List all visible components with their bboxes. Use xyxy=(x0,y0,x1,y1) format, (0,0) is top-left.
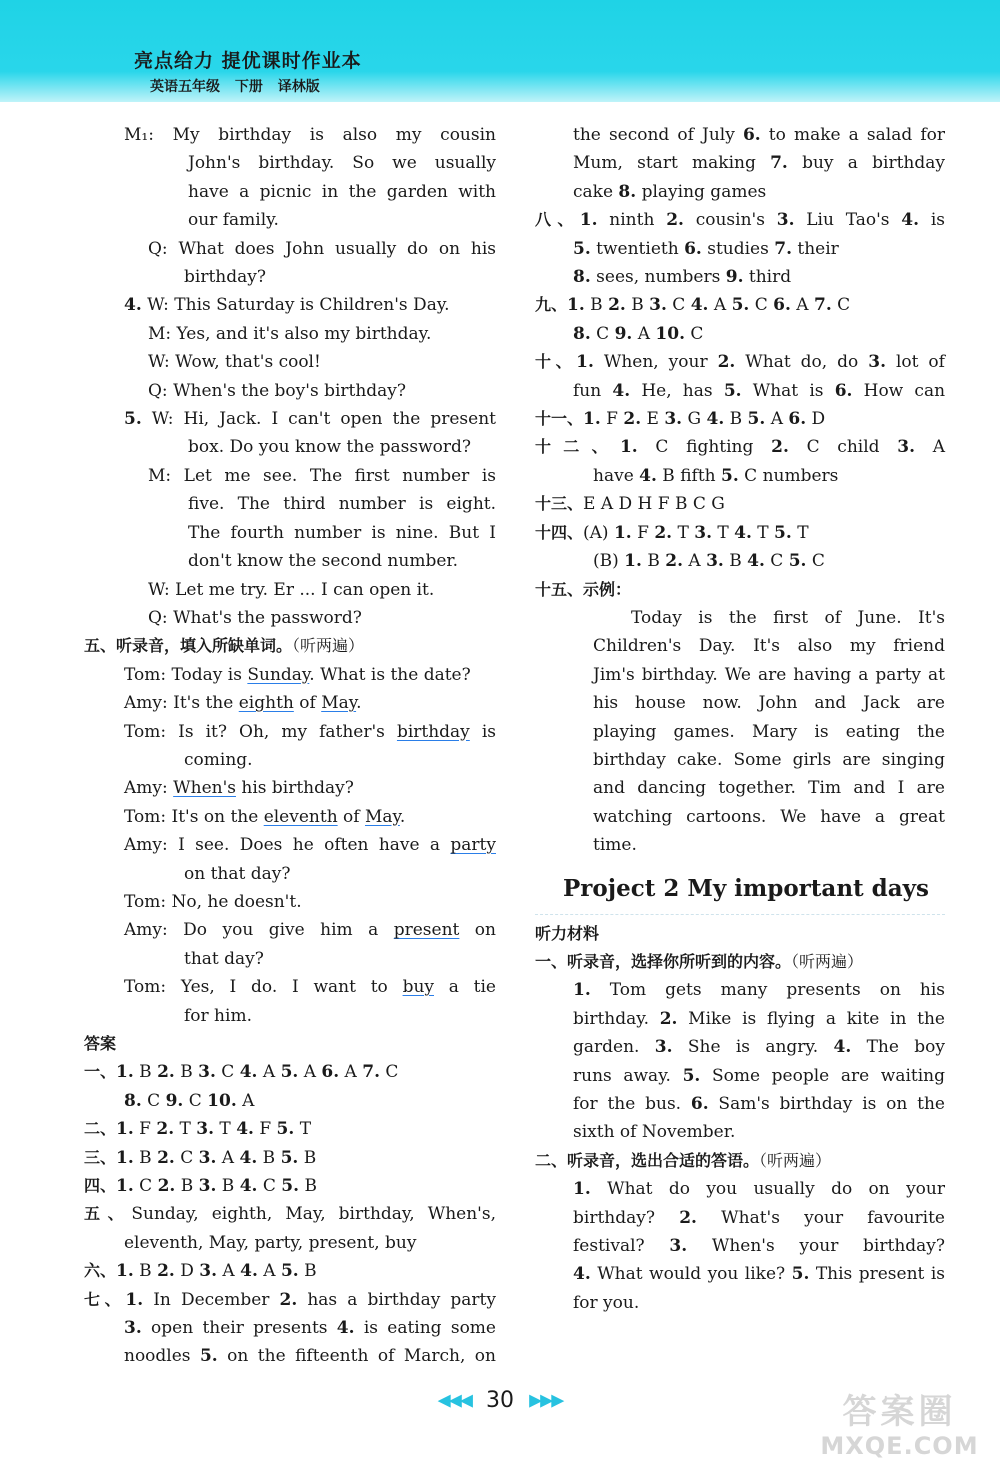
book-subtitle: 英语五年级 下册 译林版 xyxy=(150,79,320,95)
text-line: (B) 1. B 2. A 3. B 4. C 5. C xyxy=(593,551,825,572)
text-line: 5. W: Hi, Jack. I can't open the present xyxy=(124,409,496,430)
text-line: birthday? xyxy=(184,267,266,288)
prev-arrows-icon: ◀◀◀ xyxy=(437,1390,471,1411)
text-line: 三、1. B 2. C 3. A 4. B 5. B xyxy=(84,1147,317,1168)
text-line: for you. xyxy=(573,1292,640,1313)
text-line: 8. C 9. A 10. C xyxy=(573,323,704,344)
text-line: for him. xyxy=(184,1005,252,1026)
text-line: that day? xyxy=(184,948,264,969)
right-column xyxy=(535,121,945,1317)
text-line: have 4. B fifth 5. C numbers xyxy=(593,465,839,486)
text-line: 二、1. F 2. T 3. T 4. F 5. T xyxy=(84,1119,312,1140)
text-line: 二、听录音，选出合适的答语。（听两遍） xyxy=(535,1150,832,1170)
text-line: watching cartoons. We have a great xyxy=(593,806,945,827)
text-line: 十四、(A) 1. F 2. T 3. T 4. T 5. T xyxy=(535,522,809,543)
text-line: 七、1. In December 2. has a birthday party xyxy=(84,1289,496,1310)
text-line: 四、1. C 2. B 3. B 4. C 5. B xyxy=(84,1176,317,1197)
left-column xyxy=(84,121,496,1371)
text-line: Today is the first of June. It's xyxy=(631,607,945,628)
text-line: 六、1. B 2. D 3. A 4. A 5. B xyxy=(84,1261,317,1282)
text-line: 8. C 9. C 10. A xyxy=(124,1090,255,1111)
text-line: Tom: No, he doesn't. xyxy=(124,891,302,912)
text-line: 5. twentieth 6. studies 7. their xyxy=(573,238,839,259)
section-divider xyxy=(535,914,945,916)
text-line: sixth of November. xyxy=(573,1122,736,1143)
text-line: Amy: When's his birthday? xyxy=(124,778,354,799)
text-line: for the bus. 6. Sam's birthday is on the xyxy=(573,1094,945,1114)
text-line: W: Let me try. Er ... I can open it. xyxy=(148,579,435,600)
text-line: birthday? 2. What's your favourite xyxy=(573,1207,945,1228)
text-line: 听力材料 xyxy=(535,923,600,943)
text-line: 十二、1. C fighting 2. C child 3. A xyxy=(535,437,945,458)
text-line: our family. xyxy=(188,210,279,231)
text-line: birthday cake. Some girls are singing xyxy=(593,749,945,770)
text-line: birthday. 2. Mike is flying a kite in the xyxy=(573,1008,945,1029)
text-line: 九、1. B 2. B 3. C 4. A 5. C 6. A 7. C xyxy=(535,295,851,316)
text-line: 3. open their presents 4. is eating some xyxy=(124,1318,496,1339)
text-line: M: Let me see. The first number is xyxy=(148,465,496,486)
text-line: five. The third number is eight. xyxy=(188,494,496,515)
text-line: M₁: My birthday is also my cousin xyxy=(124,125,496,145)
text-line: Tom: Is it? Oh, my father's birthday is xyxy=(124,721,496,742)
text-line: 一、1. B 2. B 3. C 4. A 5. A 6. A 7. C xyxy=(84,1062,399,1083)
text-line: on that day? xyxy=(184,863,291,884)
text-line: Q: What's the password? xyxy=(148,607,362,628)
text-line: 答案 xyxy=(84,1034,117,1053)
text-line: his house now. John and Jack are xyxy=(593,693,945,714)
text-line: playing games. Mary is eating the xyxy=(593,721,945,742)
text-line: 4. What would you like? 5. This present is xyxy=(573,1264,945,1285)
text-line: 十五、示例： xyxy=(535,579,632,599)
text-line: cake 8. playing games xyxy=(573,181,767,202)
text-line: Amy: I see. Does he often have a party xyxy=(124,835,496,856)
text-line: and dancing together. Tim and I are xyxy=(593,778,945,799)
text-line: M: Yes, and it's also my birthday. xyxy=(148,323,432,344)
text-line: 十、1. When, your 2. What do, do 3. lot of xyxy=(535,352,945,373)
text-line: 1. Tom gets many presents on his xyxy=(573,980,945,1001)
text-line: 4. W: This Saturday is Children's Day. xyxy=(124,295,450,316)
page-header-band xyxy=(0,0,1000,102)
text-line: 十一、1. F 2. E 3. G 4. B 5. A 6. D xyxy=(535,409,826,430)
text-line: time. xyxy=(593,835,637,856)
text-line: Children's Day. It's also my friend xyxy=(593,636,945,657)
book-title: 亮点给力 提优课时作业本 xyxy=(134,50,362,72)
text-line: 八、1. ninth 2. cousin's 3. Liu Tao's 4. is xyxy=(535,210,945,231)
text-line: Q: What does John usually do on his xyxy=(148,238,496,259)
text-line: Mum, start making 7. buy a birthday xyxy=(573,153,945,174)
text-line: Amy: Do you give him a present on xyxy=(124,920,496,941)
project-title: Project 2 My important days xyxy=(563,874,929,902)
text-line: John's birthday. So we usually xyxy=(188,153,496,174)
text-line: 十三、E A D H F B C G xyxy=(535,494,725,515)
text-line: 1. What do you usually do on your xyxy=(573,1179,945,1200)
text-line: Tom: It's on the eleventh of May. xyxy=(124,806,406,827)
watermark-logo-text: 答案圈 xyxy=(842,1392,957,1432)
text-line: festival? 3. When's your birthday? xyxy=(573,1236,946,1257)
text-line: Amy: It's the eighth of May. xyxy=(124,693,362,714)
text-line: box. Do you know the password? xyxy=(188,437,472,458)
text-line: fun 4. He, has 5. What is 6. How can xyxy=(573,380,946,401)
text-line: eleventh, May, party, present, buy xyxy=(124,1232,417,1253)
text-line: 五、Sunday, eighth, May, birthday, When's, xyxy=(84,1204,496,1225)
text-line: coming. xyxy=(184,749,253,770)
watermark-url: MXQE.COM xyxy=(820,1432,979,1460)
text-line: Tom: Yes, I do. I want to buy a tie xyxy=(124,977,496,998)
text-line: Tom: Today is Sunday. What is the date? xyxy=(124,664,471,685)
text-line: don't know the second number. xyxy=(188,551,459,572)
text-line: noodles 5. on the fifteenth of March, on xyxy=(124,1346,496,1367)
text-line: 8. sees, numbers 9. third xyxy=(573,267,792,288)
text-line: W: Wow, that's cool! xyxy=(148,352,321,373)
text-line: 五、听录音，填入所缺单词。（听两遍） xyxy=(84,636,365,656)
text-line: garden. 3. She is angry. 4. The boy xyxy=(573,1037,945,1058)
site-watermark xyxy=(817,1392,982,1462)
text-line: Jim's birthday. We are having a party at xyxy=(593,664,945,685)
text-line: have a picnic in the garden with xyxy=(188,181,496,202)
next-arrows-icon: ▶▶▶ xyxy=(529,1390,563,1411)
page-number: 30 xyxy=(486,1388,514,1413)
text-line: runs away. 5. Some people are waiting xyxy=(573,1065,945,1086)
text-line: the second of July 6. to make a salad for xyxy=(573,125,945,145)
text-line: The fourth number is nine. But I xyxy=(188,522,496,543)
text-line: Q: When's the boy's birthday? xyxy=(148,380,407,401)
text-line: 一、听录音，选择你所听到的内容。（听两遍） xyxy=(535,951,864,971)
